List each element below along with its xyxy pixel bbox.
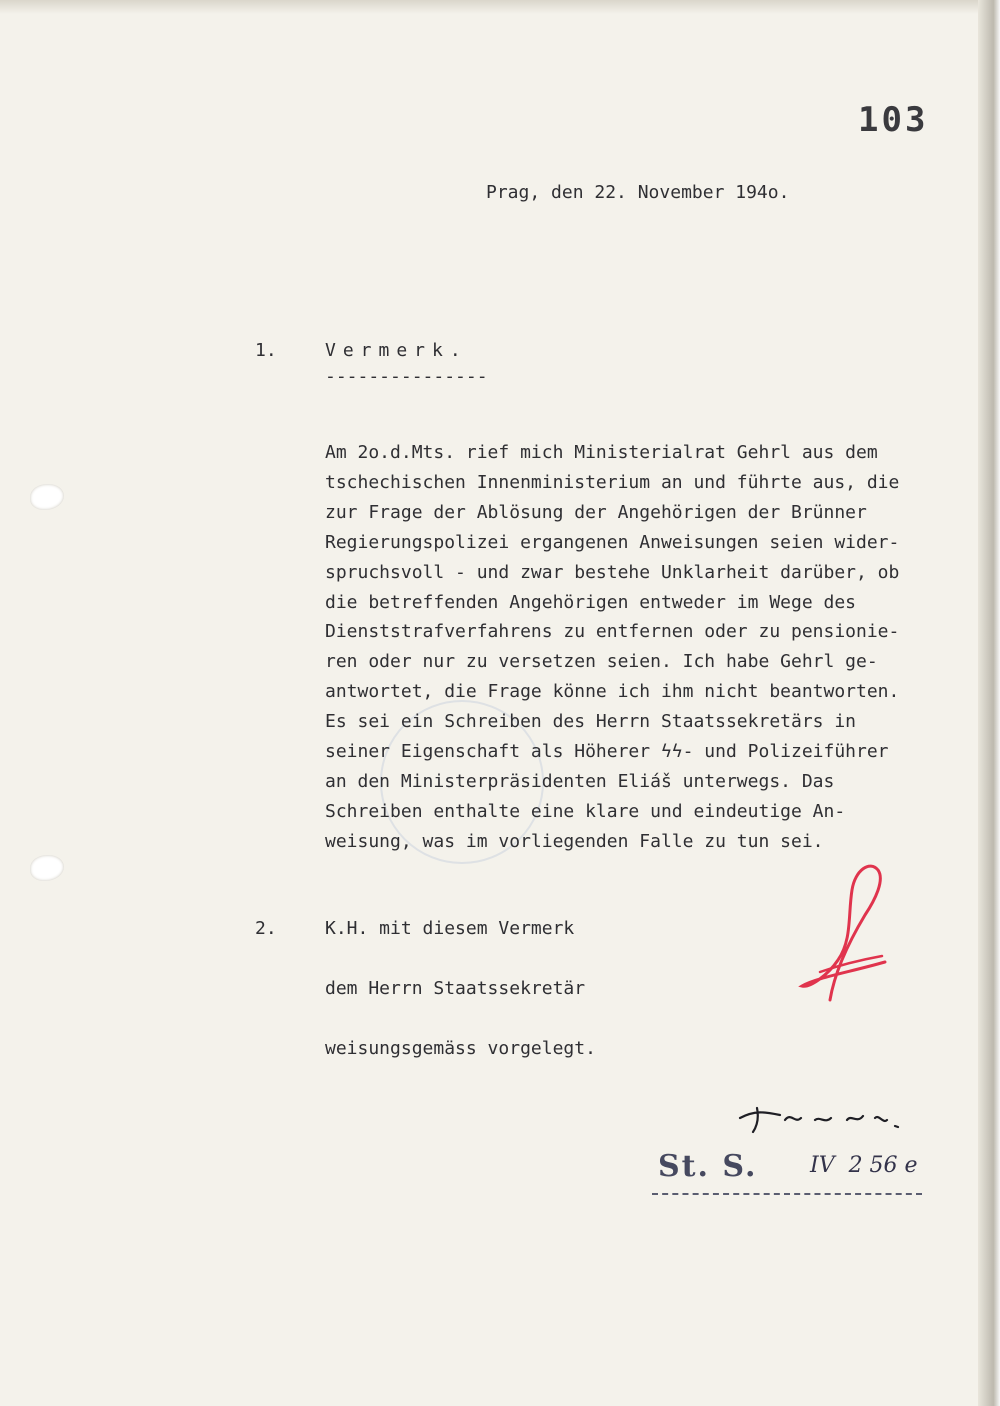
stamp-printed-text: St. S.: [658, 1149, 758, 1184]
date-line: Prag, den 22. November 194o.: [486, 182, 790, 203]
body-line: an den Ministerpräsidenten Eliáš unterwegs. Das: [325, 770, 835, 792]
body-line: tschechischen Innenministerium an und führte aus, die: [325, 471, 900, 493]
body-line: weisung, was im vorliegenden Falle zu tun sei.: [325, 830, 824, 852]
body-line: zur Frage der Ablösung der Angehörigen der Brünner: [325, 501, 867, 523]
paper-right-edge: [978, 0, 1000, 1406]
body-line: Am 2o.d.Mts. rief mich Ministerialrat Gehrl aus dem: [325, 442, 878, 463]
section-1-number: 1.: [255, 340, 277, 361]
section-2-number: 2.: [255, 918, 277, 939]
body-line: antwortet, die Frage könne ich ihm nicht beantworten.: [325, 681, 900, 703]
handwritten-signature: [735, 1090, 915, 1140]
section-2-line: dem Herrn Staatssekretär: [325, 978, 586, 999]
body-line: spruchsvoll - und zwar bestehe Unklarheit darüber, ob: [325, 561, 900, 583]
page-number: 103: [858, 100, 929, 140]
section-2-line: K.H. mit diesem Vermerk: [325, 918, 575, 939]
body-line: Regierungspolizei ergangenen Anweisungen seien wider-: [325, 531, 900, 553]
stamp-underline: [652, 1193, 922, 1197]
body-line: Schreiben enthalte eine klare und eindeutige An-: [325, 800, 846, 822]
body-line: ren oder nur zu versetzen seien. Ich habe Gehrl ge-: [325, 651, 878, 673]
section-1-heading: Vermerk.: [325, 340, 468, 361]
punch-hole-bottom: [30, 855, 64, 881]
section-2-line: weisungsgemäss vorgelegt.: [325, 1038, 596, 1059]
paper-top-edge: [0, 0, 1000, 14]
stamp-handwritten-reference: IV 2 56 e: [810, 1153, 918, 1178]
section-1-body: [325, 438, 975, 857]
punch-hole-top: [30, 484, 64, 510]
red-pencil-mark: [790, 860, 920, 1010]
body-line: seiner Eigenschaft als Höherer ϟϟ- und Polizeiführer: [325, 741, 889, 763]
body-line: Dienststrafverfahrens zu entfernen oder zu pensionie-: [325, 621, 900, 643]
body-line: die betreffenden Angehörigen entweder im Wege des: [325, 591, 857, 613]
file-reference-stamp: [652, 1145, 922, 1205]
body-line: Es sei ein Schreiben des Herrn Staatssekretärs in: [325, 711, 857, 733]
heading-underline: ---------------: [325, 366, 488, 387]
